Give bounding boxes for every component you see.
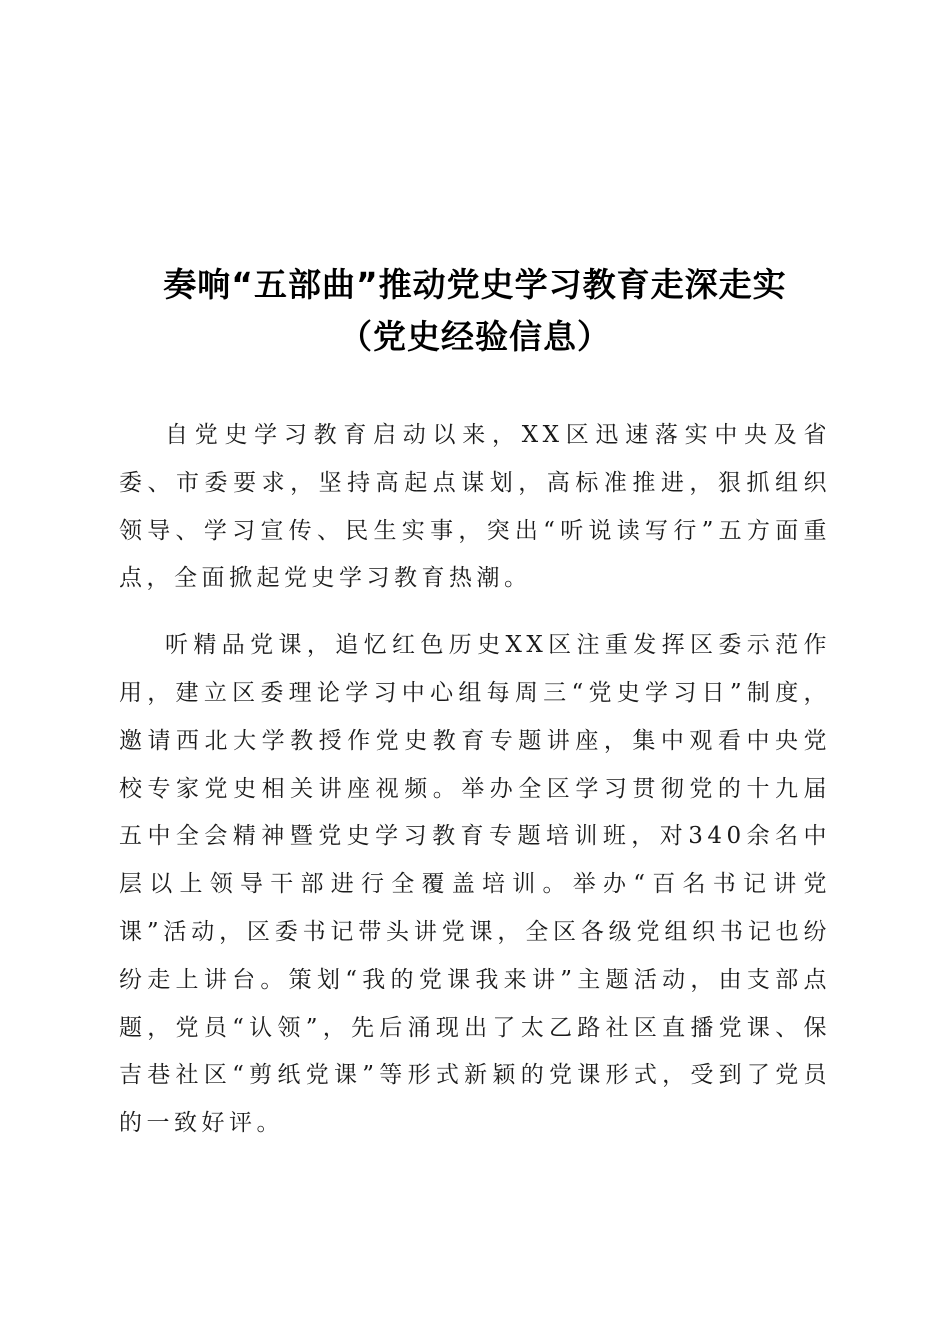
document-title	[0, 265, 950, 370]
document-body	[119, 412, 831, 1148]
title-main: 奏响“五部曲”推动党史学习教育走深走实	[163, 265, 787, 304]
paragraph-intro: 自党史学习教育启动以来，XX区迅速落实中央及省委、市委要求，坚持高起点谋划，高标准推进，狠抓组织领导、学习宣传、民生实事，突出“听说读写行”五方面重点，全面掀起党史学习教育热潮。	[119, 422, 831, 592]
paragraph-party-lectures: 听精品党课，追忆红色历史XX区注重发挥区委示范作用，建立区委理论学习中心组每周三“党史学习日”制度，邀请西北大学教授作党史教育专题讲座，集中观看中央党校专家党史相关讲座视频。举办全区学习贯彻党的十九届五中全会精神暨党史学习教育专题培训班，对340余名中层以上领导干部进行全覆盖培训。举办“百名书记讲党课”活动，区委书记带头讲党课，全区各级党组织书记也纷纷走上讲台。策划“我的党课我来讲”主题活动，由支部点题，党员“认领”，先后涌现出了太乙路社区直播党课、保吉巷社区“剪纸党课”等形式新颖的党课形式，受到了党员的一致好评。	[119, 632, 831, 1137]
title-subtitle: （党史经验信息）	[339, 317, 611, 356]
